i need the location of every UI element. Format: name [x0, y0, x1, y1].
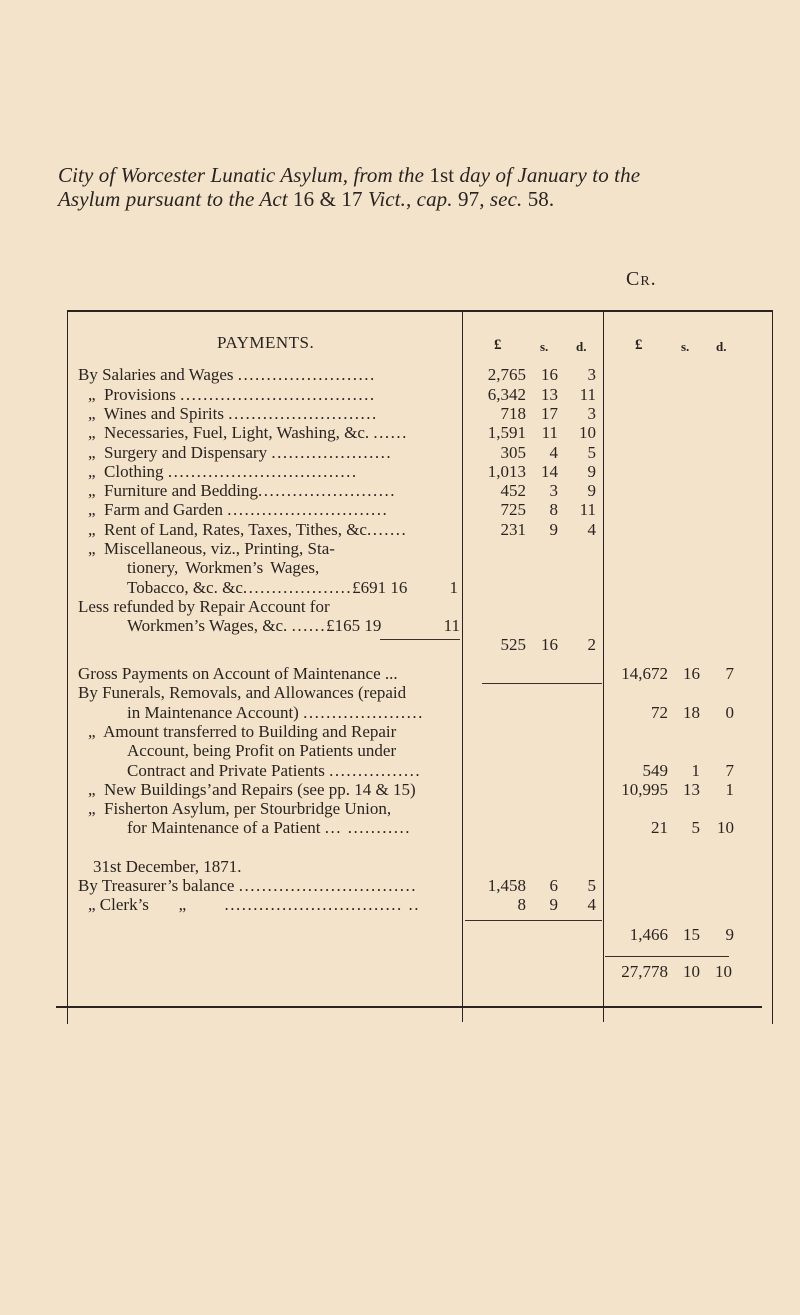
leader-dots: .................................: [167, 462, 358, 481]
amount-pence: 3: [587, 365, 596, 384]
amount-pence: 9: [587, 462, 596, 481]
leader-dots: ......: [291, 616, 327, 635]
less-line-2: [127, 616, 381, 636]
title-line-1: [58, 163, 778, 187]
column-divider: [462, 310, 463, 1022]
leader-dots: ........................: [257, 481, 396, 500]
shillings-header: s.: [540, 339, 549, 354]
list-item: [88, 443, 392, 463]
title-text: day of January to the: [454, 163, 641, 187]
total-pence: 7: [725, 761, 734, 780]
list-item: [88, 520, 407, 540]
row-label: Miscellaneous, viz., Printing, Sta-: [104, 539, 335, 558]
sub-amount: £691 16: [352, 578, 408, 597]
amount-shillings: 8: [549, 500, 558, 519]
amount-pence: 5: [587, 443, 596, 462]
total-pounds: 14,672: [621, 664, 668, 683]
amount-shillings: 16: [541, 635, 558, 654]
amount-pounds: 8: [517, 895, 526, 914]
row-prefix: „: [88, 520, 96, 539]
total-pence: 10: [717, 818, 734, 837]
row-label: Clothing: [104, 462, 168, 481]
row-prefix: „: [88, 895, 96, 914]
funerals-line-2: [127, 703, 424, 723]
amount-shillings: 6: [549, 876, 558, 895]
amount-pence: 2: [587, 635, 596, 654]
row-label: Workmen’s Wages, &c.: [127, 616, 292, 635]
row-prefix: „: [88, 539, 96, 558]
amount-shillings: 9: [549, 895, 558, 914]
row-label: Amount transferred to Building and Repair: [103, 722, 397, 741]
amount-shillings: 9: [549, 520, 558, 539]
fisherton-line-2: [127, 818, 411, 838]
shillings-header-2: s.: [681, 339, 690, 354]
row-label: Provisions: [104, 385, 181, 404]
row-label: Clerk’s „: [99, 895, 187, 914]
row-label: Funerals, Removals, and Allowances (repaid: [102, 683, 407, 702]
row-label: Wines and Spirits: [103, 404, 229, 423]
amount-pence: 11: [579, 385, 596, 404]
clerk-balance-row: [88, 895, 420, 915]
transfer-line-2: Account, being Profit on Patients under: [127, 741, 397, 760]
amount-shillings: 14: [541, 462, 558, 481]
amount-pence: 5: [587, 876, 596, 895]
row-prefix: „: [88, 443, 96, 462]
amount-pounds: 231: [500, 520, 526, 539]
date-line: 31st December, 1871.: [93, 857, 242, 876]
pence-header-2: d.: [716, 339, 727, 354]
total-pence: 1: [725, 780, 734, 799]
total-shillings: 15: [683, 925, 700, 944]
row-prefix: „: [88, 780, 96, 799]
list-item: [88, 500, 388, 520]
new-buildings-line: [88, 780, 416, 800]
row-prefix: By: [78, 365, 98, 384]
leader-dots: ... ...........: [324, 818, 412, 837]
row-prefix: „: [88, 722, 96, 741]
less-line-1: Less refunded by Repair Account for: [78, 597, 330, 616]
total-shillings: 5: [691, 818, 700, 837]
amount-pounds: 305: [500, 443, 526, 462]
row-label: Salaries and Wages: [102, 365, 238, 384]
amount-pounds: 1,013: [487, 462, 526, 481]
sub-amount-pence: 1: [449, 578, 458, 597]
row-prefix: „: [88, 500, 96, 519]
total-pence: 9: [725, 925, 734, 944]
total-shillings: 16: [683, 664, 700, 683]
transfer-line-3: [127, 761, 421, 781]
row-prefix: „: [88, 481, 96, 500]
row-label: for Maintenance of a Patient: [127, 818, 325, 837]
total-pounds: 72: [651, 703, 668, 722]
row-label: Contract and Private Patients: [127, 761, 330, 780]
amount-pence: 9: [587, 481, 596, 500]
row-prefix: „: [88, 404, 96, 423]
row-prefix: „: [88, 385, 96, 404]
total-shillings: 13: [683, 780, 700, 799]
grand-total-pounds: 27,778: [621, 962, 668, 981]
leader-dots: ...................: [242, 578, 353, 597]
total-pounds: 21: [651, 818, 668, 837]
treasurer-balance-row: [78, 876, 417, 896]
amount-shillings: 16: [541, 365, 558, 384]
amount-pounds: 1,591: [487, 423, 526, 442]
amount-pence: 3: [587, 404, 596, 423]
amount-pence: 11: [579, 500, 596, 519]
total-pounds: 549: [642, 761, 668, 780]
leader-dots: .......: [366, 520, 408, 539]
row-label: Rent of Land, Rates, Taxes, Tithes, &c: [104, 520, 367, 539]
pence-header: d.: [576, 339, 587, 354]
row-prefix: „: [88, 462, 96, 481]
row-label: Surgery and Dispensary: [104, 443, 272, 462]
total-rule: [482, 683, 602, 684]
leader-dots: .....................: [303, 703, 424, 722]
sub-amount: £165 19: [326, 616, 382, 635]
title-text: Vict., cap.: [362, 187, 458, 211]
row-prefix: „: [88, 799, 96, 818]
amount-pounds: 2,765: [487, 365, 526, 384]
amount-shillings: 4: [549, 443, 558, 462]
grand-total-rule: [605, 956, 729, 957]
title-text: , sec.: [479, 187, 528, 211]
row-label: Tobacco, &c. &c: [127, 578, 243, 597]
title-text: Asylum pursuant to the Act: [58, 187, 294, 211]
subtotal-rule: [465, 920, 602, 921]
title-text: 1st: [429, 163, 455, 187]
leader-dots: ...............................: [238, 876, 417, 895]
row-label: New Buildings’and Repairs (see pp. 14 & 15): [104, 780, 416, 799]
list-item: [88, 462, 358, 482]
list-item: [78, 365, 376, 385]
row-label: Treasurer’s balance: [101, 876, 239, 895]
list-item: [88, 385, 376, 405]
misc-line-2: tionery, Workmen’s Wages,: [127, 558, 320, 577]
pounds-header: £: [494, 337, 502, 353]
leader-dots: ..........................: [228, 404, 378, 423]
row-prefix: By: [78, 683, 98, 702]
amount-pence: 10: [579, 423, 596, 442]
amount-shillings: 17: [541, 404, 558, 423]
transfer-line-1: [88, 722, 396, 742]
list-item: [88, 423, 408, 443]
sub-amount-pence: 11: [443, 616, 460, 635]
total-shillings: 1: [691, 761, 700, 780]
total-pounds: 10,995: [621, 780, 668, 799]
title-text: 58.: [527, 187, 555, 211]
leader-dots: ............................... ..: [224, 895, 420, 914]
title-text: 16 & 17: [293, 187, 363, 211]
title-text: City of Worcester Lunatic Asylum, from the: [58, 163, 430, 187]
table-bottom-rule: [56, 1006, 762, 1008]
row-label: Furniture and Bedding: [104, 481, 258, 500]
row-label: Necessaries, Fuel, Light, Washing, &c.: [104, 423, 374, 442]
amount-shillings: 13: [541, 385, 558, 404]
credit-side-label: Cr.: [626, 268, 657, 290]
misc-line-1: [88, 539, 335, 559]
leader-dots: ......: [373, 423, 408, 442]
column-divider: [603, 310, 604, 1022]
amount-pence: 4: [587, 520, 596, 539]
funerals-line-1: [78, 683, 406, 703]
leader-dots: ............................: [227, 500, 389, 519]
leader-dots: ........................: [237, 365, 376, 384]
list-item: [88, 404, 378, 424]
amount-pounds: 1,458: [487, 876, 526, 895]
amount-pence: 4: [587, 895, 596, 914]
amount-pounds: 452: [500, 481, 526, 500]
amount-pounds: 725: [500, 500, 526, 519]
row-prefix: „: [88, 423, 96, 442]
leader-dots: ..................................: [180, 385, 376, 404]
misc-line-3: [127, 578, 407, 598]
payments-header: PAYMENTS.: [217, 333, 315, 352]
row-label: Farm and Garden: [104, 500, 228, 519]
fisherton-line-1: [88, 799, 391, 819]
title-line-2: [58, 187, 778, 211]
total-pence: 0: [725, 703, 734, 722]
amount-pounds: 525: [500, 635, 526, 654]
grand-total-pence: 10: [715, 962, 732, 981]
subtotal-rule: [380, 639, 460, 640]
document-title: [58, 163, 778, 211]
row-prefix: By: [78, 876, 98, 895]
total-shillings: 18: [683, 703, 700, 722]
amount-pounds: 718: [500, 404, 526, 423]
grand-total-shillings: 10: [683, 962, 700, 981]
total-pounds: 1,466: [629, 925, 668, 944]
list-item: [88, 481, 396, 501]
total-pence: 7: [725, 664, 734, 683]
amount-pounds: 6,342: [487, 385, 526, 404]
pounds-header-2: £: [635, 337, 643, 353]
row-label: Fisherton Asylum, per Stourbridge Union,: [104, 799, 392, 818]
title-text: 97: [457, 187, 480, 211]
row-label: in Maintenance Account): [127, 703, 304, 722]
gross-payments-label: Gross Payments on Account of Maintenance ...: [78, 664, 398, 683]
amount-shillings: 11: [541, 423, 558, 442]
amount-shillings: 3: [549, 481, 558, 500]
leader-dots: ................: [329, 761, 422, 780]
leader-dots: .....................: [271, 443, 393, 462]
